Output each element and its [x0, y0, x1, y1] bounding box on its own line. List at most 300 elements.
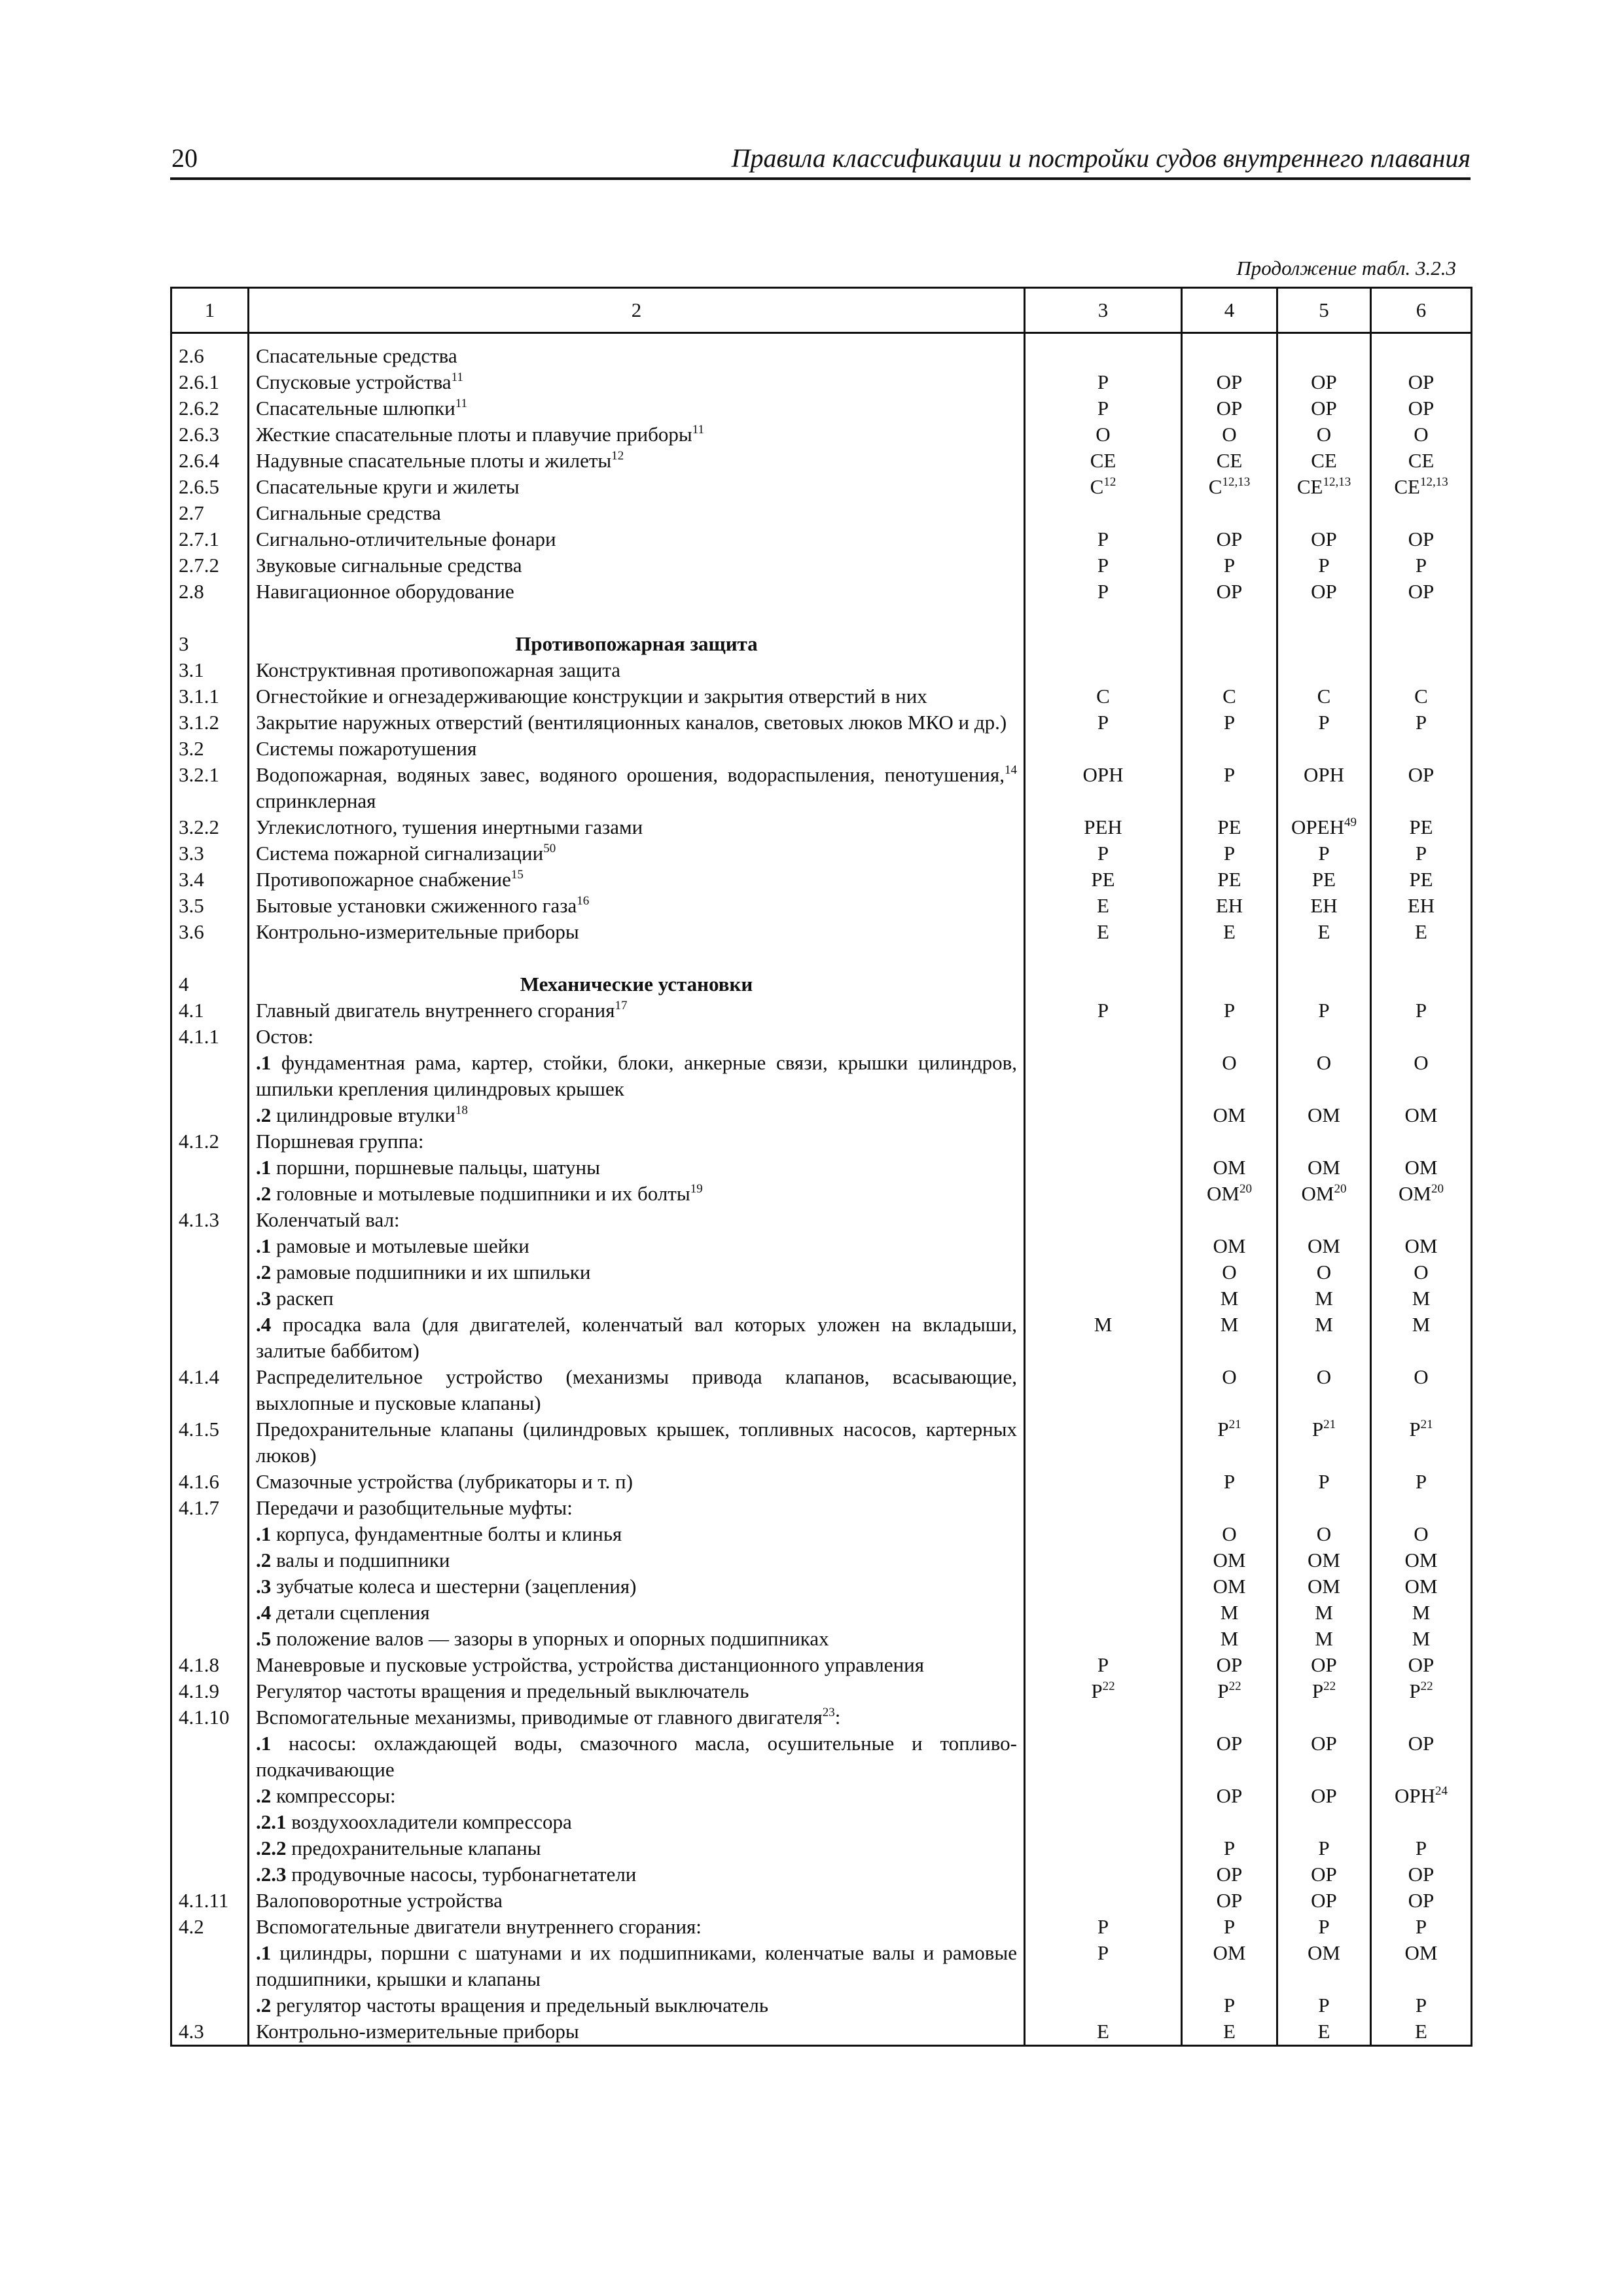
footnote-ref: 22 [1323, 1679, 1336, 1693]
survey-code-c5 [1277, 333, 1371, 370]
item-description [249, 1940, 1025, 1992]
survey-code-c5 [1277, 1678, 1371, 1704]
survey-code-c5 [1277, 1207, 1371, 1233]
description-text: Спасательные средства [256, 344, 457, 367]
item-description [249, 1704, 1025, 1731]
column-header: 5 [1277, 288, 1371, 333]
survey-code-c4 [1182, 1285, 1277, 1312]
sub-item-number: .2.3 [256, 1863, 287, 1886]
survey-code-c5 [1277, 840, 1371, 867]
survey-code-c4 [1182, 1914, 1277, 1940]
survey-code-c5 [1277, 422, 1371, 448]
survey-code-c6 [1371, 1416, 1472, 1469]
section-number [171, 1809, 249, 1835]
survey-code-c4 [1182, 1600, 1277, 1626]
survey-code-c3 [1025, 1888, 1182, 1914]
footnote-ref: 21 [1323, 1418, 1336, 1431]
description-text: Смазочные устройства (лубрикаторы и т. п) [256, 1470, 633, 1493]
survey-code: ОМ [1404, 1103, 1438, 1126]
survey-code: О [1414, 423, 1429, 446]
survey-code: М [1412, 1601, 1431, 1624]
section-number: 4.1.9 [171, 1678, 249, 1704]
survey-code: ОР [1408, 528, 1435, 550]
survey-code-c5 [1277, 1861, 1371, 1888]
table-row [171, 1233, 1472, 1259]
item-description [249, 1652, 1025, 1678]
survey-code-c4 [1182, 1652, 1277, 1678]
item-description [249, 1285, 1025, 1312]
table-row [171, 971, 1472, 997]
footnote-ref: 50 [543, 842, 556, 855]
item-description [249, 1626, 1025, 1652]
survey-code: ОМ [1308, 1549, 1340, 1571]
table-row [171, 1521, 1472, 1547]
survey-code-c3 [1025, 1704, 1182, 1731]
survey-code: ОР [1311, 1889, 1337, 1912]
survey-code-c6 [1371, 971, 1472, 997]
survey-code-c3 [1025, 1416, 1182, 1469]
sub-item-number: .2.2 [256, 1837, 287, 1859]
survey-code-c3 [1025, 1495, 1182, 1521]
footnote-ref: 12,13 [1222, 475, 1251, 489]
survey-code: Р [1318, 842, 1330, 865]
table-row [171, 1102, 1472, 1128]
section-heading [249, 631, 1025, 657]
survey-code-c4 [1182, 474, 1277, 500]
survey-code: ОР [1408, 397, 1435, 420]
footnote-ref: 12 [1103, 475, 1116, 489]
table-row [171, 1940, 1472, 1992]
description-text: Конструктивная противопожарная защита [256, 658, 621, 681]
survey-code-c5 [1277, 1652, 1371, 1678]
table-caption: Продолжение табл. 3.2.3 [1236, 257, 1456, 279]
survey-code-c4 [1182, 1940, 1277, 1992]
section-number: 3.5 [171, 893, 249, 919]
description-text: Механические установки [520, 973, 753, 996]
sub-item-number: .1 [256, 1522, 272, 1545]
survey-code: ОМ [1213, 1941, 1246, 1964]
table-row [171, 1861, 1472, 1888]
table-row [171, 1050, 1472, 1102]
table-row [171, 1259, 1472, 1285]
sub-item-number: .1 [256, 1051, 272, 1074]
survey-code: СЕ [1394, 475, 1420, 498]
survey-code: Е [1415, 2020, 1427, 2043]
survey-code-c3 [1025, 526, 1182, 552]
item-description [249, 1364, 1025, 1416]
survey-code-c4 [1182, 1809, 1277, 1835]
survey-code-c3 [1025, 1600, 1182, 1626]
survey-code-c6 [1371, 1050, 1472, 1102]
survey-code-c4 [1182, 736, 1277, 762]
survey-code: РЕ [1409, 816, 1433, 838]
survey-code: ОМ [1404, 1234, 1438, 1257]
section-number [171, 1861, 249, 1888]
sub-item-number: .2 [256, 1261, 272, 1283]
table-row [171, 1809, 1472, 1835]
survey-code-c3 [1025, 474, 1182, 500]
survey-code: Р [1415, 711, 1427, 734]
survey-code: РЕ [1311, 868, 1336, 891]
sub-item-number: .2.1 [256, 1810, 287, 1833]
description-text: Контрольно-измерительные приборы [256, 920, 579, 943]
description-text: насосы: охлаждающей воды, смазочного масла, осушительные и топливо-подкачивающие [256, 1732, 1017, 1781]
empty-cell [1277, 945, 1371, 971]
survey-code-c5 [1277, 736, 1371, 762]
survey-code: СЕ [1311, 449, 1337, 472]
description-text: Бытовые установки сжиженного газа [256, 894, 577, 917]
footnote-ref: 20 [1431, 1182, 1444, 1196]
survey-code-c5 [1277, 1155, 1371, 1181]
table-row [171, 762, 1472, 814]
page-number: 20 [171, 143, 198, 173]
survey-code: ОР [1408, 1889, 1435, 1912]
description-text: Контрольно-измерительные приборы [256, 2020, 579, 2043]
section-number: 4.1.4 [171, 1364, 249, 1416]
survey-code: ОР [1216, 1863, 1243, 1886]
survey-code-c4 [1182, 893, 1277, 919]
section-number [171, 1102, 249, 1128]
description-text: воздухоохладители компрессора [286, 1810, 572, 1833]
survey-code: ОР [1408, 763, 1435, 786]
survey-code-c6 [1371, 395, 1472, 422]
survey-code: Р [1097, 711, 1109, 734]
survey-code: О [1414, 1365, 1429, 1388]
survey-code: ОРЕН [1291, 816, 1344, 838]
item-description [249, 1233, 1025, 1259]
survey-code: ОР [1408, 580, 1435, 603]
survey-code-c6 [1371, 474, 1472, 500]
survey-code-c6 [1371, 1573, 1472, 1600]
footnote-ref: 12,13 [1323, 475, 1351, 489]
survey-code-c3 [1025, 395, 1182, 422]
survey-code-c5 [1277, 1600, 1371, 1626]
section-number [171, 1992, 249, 2018]
table-row [171, 1731, 1472, 1783]
survey-code-c6 [1371, 709, 1472, 736]
section-number: 4 [171, 971, 249, 997]
survey-code-c6 [1371, 1835, 1472, 1861]
survey-code: Р [1318, 1470, 1330, 1493]
survey-code: СЕ [1296, 475, 1323, 498]
table-row [171, 631, 1472, 657]
survey-code: Р [1097, 842, 1109, 865]
survey-code: М [1220, 1313, 1239, 1336]
item-description [249, 1050, 1025, 1102]
survey-code-c3 [1025, 500, 1182, 526]
survey-code: С [1208, 475, 1222, 498]
survey-code: Р [1415, 554, 1427, 577]
section-number: 4.1.10 [171, 1704, 249, 1731]
survey-code: С [1222, 685, 1236, 708]
survey-code: Р [1318, 999, 1330, 1022]
item-description [249, 683, 1025, 709]
table-row [171, 683, 1472, 709]
survey-code: О [1414, 1522, 1429, 1545]
survey-code-c4 [1182, 448, 1277, 474]
footnote-ref: 22 [1102, 1679, 1115, 1693]
survey-code-c6 [1371, 1809, 1472, 1835]
section-number: 4.1 [171, 997, 249, 1024]
survey-code-c4 [1182, 1521, 1277, 1547]
survey-code: РЕН [1084, 816, 1122, 838]
survey-code-c3 [1025, 422, 1182, 448]
description-text: Маневровые и пусковые устройства, устройства дистанционного управления [256, 1653, 925, 1676]
section-number: 4.1.11 [171, 1888, 249, 1914]
description-text: раскеп [271, 1287, 334, 1310]
survey-code: ОР [1408, 1653, 1435, 1676]
footnote-ref: 20 [1334, 1182, 1347, 1196]
description-text: рамовые и мотылевые шейки [271, 1234, 529, 1257]
survey-code: ОМ [1404, 1156, 1438, 1179]
survey-code: М [1412, 1627, 1431, 1650]
survey-code-c3 [1025, 1364, 1182, 1416]
footnote-ref: 49 [1344, 816, 1357, 829]
survey-code: ОР [1408, 1732, 1435, 1755]
survey-code: ОР [1216, 1653, 1243, 1676]
table-row [171, 1024, 1472, 1050]
table-row [171, 526, 1472, 552]
item-description [249, 1888, 1025, 1914]
survey-code: ОМ [1308, 1941, 1340, 1964]
survey-code-c4 [1182, 1312, 1277, 1364]
section-number: 2.7.1 [171, 526, 249, 552]
description-text-tail: : [834, 1706, 841, 1729]
table-row [171, 1600, 1472, 1626]
section-number: 3.2.1 [171, 762, 249, 814]
item-description [249, 1128, 1025, 1155]
survey-code-c3 [1025, 1155, 1182, 1181]
item-description [249, 709, 1025, 736]
description-text: валы и подшипники [271, 1549, 450, 1571]
sub-item-number: .3 [256, 1575, 272, 1598]
survey-code: Р [1097, 397, 1109, 420]
item-description [249, 1678, 1025, 1704]
survey-code: О [1222, 1522, 1237, 1545]
survey-code: Р [1223, 1837, 1236, 1859]
survey-code: С [1090, 475, 1104, 498]
survey-code-c3 [1025, 1128, 1182, 1155]
description-text: просадка вала (для двигателей, коленчатый вал которых уложен на вкладыши, залитые баббитом) [256, 1313, 1017, 1362]
survey-code-c5 [1277, 1573, 1371, 1600]
item-description [249, 1155, 1025, 1181]
survey-code-c3 [1025, 1861, 1182, 1888]
item-description [249, 474, 1025, 500]
item-description [249, 1914, 1025, 1940]
survey-code-c3 [1025, 552, 1182, 579]
section-number: 4.3 [171, 2018, 249, 2046]
survey-code-c4 [1182, 1207, 1277, 1233]
survey-code: О [1316, 1365, 1332, 1388]
survey-code-c6 [1371, 840, 1472, 867]
survey-code-c6 [1371, 526, 1472, 552]
survey-code-c6 [1371, 1233, 1472, 1259]
survey-code-c3 [1025, 683, 1182, 709]
survey-code-c4 [1182, 1783, 1277, 1809]
survey-code-c6 [1371, 1940, 1472, 1992]
item-description [249, 1573, 1025, 1600]
item-description [249, 867, 1025, 893]
item-description [249, 893, 1025, 919]
empty-cell [1182, 605, 1277, 631]
survey-code: Р [1311, 1418, 1324, 1441]
survey-code-c6 [1371, 1181, 1472, 1207]
empty-cell [1371, 605, 1472, 631]
description-text: Противопожарное снабжение [256, 868, 511, 891]
survey-code-c4 [1182, 997, 1277, 1024]
item-description [249, 1600, 1025, 1626]
survey-code-c4 [1182, 2018, 1277, 2046]
footnote-ref: 23 [822, 1706, 835, 1719]
survey-code: Р [1223, 763, 1236, 786]
survey-code: РЕ [1217, 868, 1241, 891]
description-text: положение валов — зазоры в упорных и опорных подшипниках [271, 1627, 829, 1650]
survey-code-c5 [1277, 1809, 1371, 1835]
table-row [171, 840, 1472, 867]
description-text: Спасательные круги и жилеты [256, 475, 520, 498]
survey-code: ОМ [1308, 1234, 1340, 1257]
survey-code-c5 [1277, 1469, 1371, 1495]
survey-code: Р [1223, 999, 1236, 1022]
survey-code-c6 [1371, 1364, 1472, 1416]
survey-code-c6 [1371, 1469, 1472, 1495]
table-header [171, 288, 1472, 333]
survey-code-c4 [1182, 1835, 1277, 1861]
survey-code-c3 [1025, 709, 1182, 736]
survey-code: ОМ [1213, 1575, 1246, 1598]
survey-code-c4 [1182, 1731, 1277, 1783]
survey-code-c6 [1371, 1626, 1472, 1652]
table-row [171, 1888, 1472, 1914]
section-number: 2.7.2 [171, 552, 249, 579]
description-text: цилиндры, поршни с шатунами и их подшипниками, коленчатые валы и рамовые подшипники, крышки и клапаны [256, 1941, 1017, 1990]
survey-code-c4 [1182, 1861, 1277, 1888]
sub-item-number: .4 [256, 1601, 272, 1624]
running-title: Правила классификации и постройки судов внутреннего плавания [731, 143, 1471, 173]
survey-code-c3 [1025, 1024, 1182, 1050]
section-number [171, 1547, 249, 1573]
survey-code-c4 [1182, 657, 1277, 683]
survey-code: Р [1415, 842, 1427, 865]
survey-code-c3 [1025, 1783, 1182, 1809]
table-gap-row [171, 945, 1472, 971]
survey-code-c4 [1182, 1469, 1277, 1495]
section-number: 3 [171, 631, 249, 657]
survey-code-c5 [1277, 1233, 1371, 1259]
column-header: 3 [1025, 288, 1182, 333]
survey-code-c5 [1277, 971, 1371, 997]
sub-item-number: .1 [256, 1732, 272, 1755]
survey-code-c3 [1025, 1259, 1182, 1285]
empty-cell [1371, 945, 1472, 971]
survey-code-c6 [1371, 448, 1472, 474]
section-number [171, 1626, 249, 1652]
survey-code-c6 [1371, 500, 1472, 526]
item-description [249, 500, 1025, 526]
survey-code-c3 [1025, 631, 1182, 657]
item-description [249, 762, 1025, 814]
survey-code: ОМ [1404, 1575, 1438, 1598]
table-row [171, 1416, 1472, 1469]
table-gap-row [171, 605, 1472, 631]
footnote-ref: 11 [692, 423, 705, 437]
item-description [249, 997, 1025, 1024]
survey-code-c6 [1371, 1128, 1472, 1155]
table-row [171, 422, 1472, 448]
footnote-ref: 17 [615, 999, 628, 1013]
survey-code: ОМ [1213, 1156, 1246, 1179]
survey-code: ОР [1311, 528, 1337, 550]
description-text: продувочные насосы, турбонагнетатели [286, 1863, 637, 1886]
survey-code: ОМ [1308, 1575, 1340, 1598]
section-number: 2.6 [171, 333, 249, 370]
survey-code-c6 [1371, 1547, 1472, 1573]
item-description [249, 526, 1025, 552]
footnote-ref: 11 [455, 397, 467, 410]
survey-code: ОМ [1207, 1182, 1240, 1205]
empty-cell [1025, 605, 1182, 631]
survey-code-c5 [1277, 448, 1371, 474]
survey-code-c5 [1277, 814, 1371, 840]
table-row [171, 814, 1472, 840]
survey-code-c4 [1182, 1259, 1277, 1285]
description-text: компрессоры: [271, 1784, 396, 1807]
section-number [171, 1521, 249, 1547]
survey-code-c3 [1025, 1547, 1182, 1573]
empty-cell [171, 945, 249, 971]
survey-code: О [1222, 1261, 1237, 1283]
survey-code: Е [1317, 920, 1330, 943]
survey-code: ОМ [1308, 1156, 1340, 1179]
survey-code: М [1412, 1287, 1431, 1310]
survey-code-c5 [1277, 1888, 1371, 1914]
table-row [171, 997, 1472, 1024]
table-row [171, 333, 1472, 370]
survey-code-c3 [1025, 1914, 1182, 1940]
survey-code: Р [1415, 1837, 1427, 1859]
table-row [171, 893, 1472, 919]
survey-code-c5 [1277, 500, 1371, 526]
section-number [171, 1940, 249, 1992]
footnote-ref: 14 [1005, 763, 1017, 777]
survey-code-c4 [1182, 1547, 1277, 1573]
survey-code-c3 [1025, 1809, 1182, 1835]
footnote-ref: 22 [1420, 1679, 1433, 1693]
table-row [171, 2018, 1472, 2046]
survey-code: Р [1097, 1941, 1109, 1964]
survey-code-c4 [1182, 683, 1277, 709]
survey-code: ОР [1408, 370, 1435, 393]
survey-code-c4 [1182, 762, 1277, 814]
sub-item-number: .3 [256, 1287, 272, 1310]
survey-code: Р [1311, 1679, 1324, 1702]
survey-code-c4 [1182, 840, 1277, 867]
survey-code-c3 [1025, 1285, 1182, 1312]
survey-code: С [1414, 685, 1428, 708]
empty-cell [249, 945, 1025, 971]
survey-code-c3 [1025, 1835, 1182, 1861]
survey-code: Е [1097, 920, 1109, 943]
survey-code-c3 [1025, 1652, 1182, 1678]
survey-code-c5 [1277, 579, 1371, 605]
section-number [171, 1259, 249, 1285]
description-text: поршни, поршневые пальцы, шатуны [271, 1156, 600, 1179]
survey-code-c3 [1025, 971, 1182, 997]
survey-code-c3 [1025, 736, 1182, 762]
survey-code-c3 [1025, 893, 1182, 919]
description-text: цилиндровые втулки [271, 1103, 455, 1126]
column-header: 4 [1182, 288, 1277, 333]
